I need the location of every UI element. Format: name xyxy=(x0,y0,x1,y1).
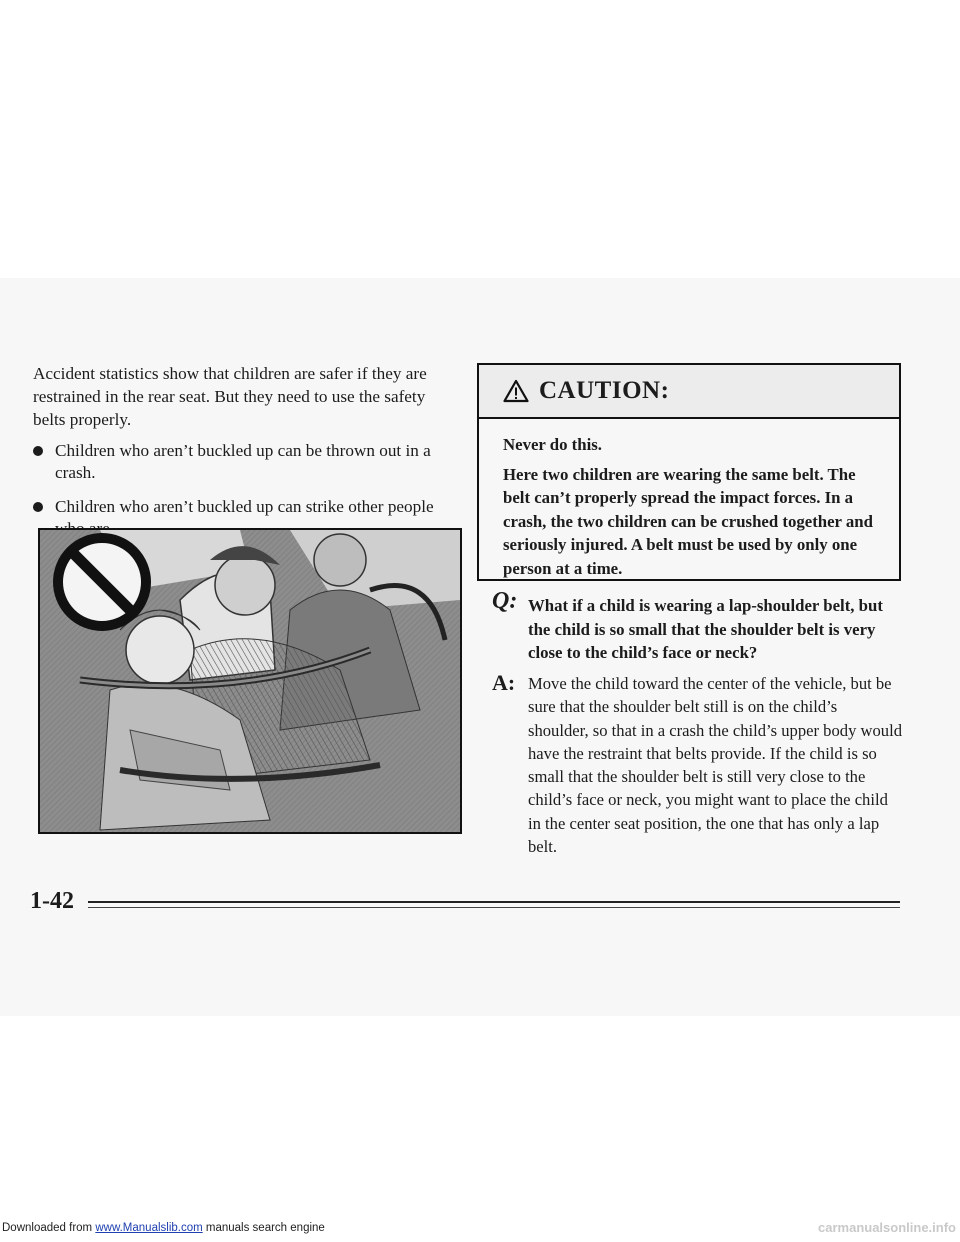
caution-box xyxy=(477,363,901,581)
manualslib-link[interactable]: www.Manualslib.com xyxy=(95,1222,203,1234)
answer-block xyxy=(492,672,902,858)
question-block xyxy=(492,588,902,665)
question-mark: Q: xyxy=(492,588,518,614)
footer-prefix: Downloaded from xyxy=(2,1222,96,1234)
caution-lead: Never do this. xyxy=(503,435,602,454)
watermark: carmanualsonline.info xyxy=(818,1220,956,1235)
bullet-item xyxy=(33,440,461,484)
footer-rule xyxy=(88,901,900,903)
intro-paragraph: Accident statistics show that children are safer if they are restrained in the rear seat. But they need to use the safety belts properly. xyxy=(33,364,427,429)
bullet-dot-icon xyxy=(33,502,43,512)
footer-rule-thin xyxy=(88,907,900,908)
download-footer xyxy=(0,1222,325,1234)
caution-text: Here two children are wearing the same belt. The belt can’t properly spread the impact forces. In a crash, the two children can be crushed together and seriously injured. A belt must be used by only one person at a time. xyxy=(503,464,873,578)
answer-mark: A: xyxy=(492,670,516,695)
footer-suffix: manuals search engine xyxy=(202,1222,325,1234)
question-text: What if a child is wearing a lap-shoulder belt, but the child is so small that the shoulder belt is very close to the child’s face or neck? xyxy=(528,596,883,662)
left-column xyxy=(33,362,461,552)
page-number: 1-42 xyxy=(30,888,74,914)
warning-triangle-icon xyxy=(503,379,529,403)
caution-header xyxy=(479,365,899,419)
bullet-text: Children who aren’t buckled up can be thrown out in a crash. xyxy=(55,441,431,482)
caution-title: CAUTION: xyxy=(539,377,670,404)
answer-text: Move the child toward the center of the vehicle, but be sure that the shoulder belt still is on the child’s shoulder, so that in a crash the child’s upper body would have the restraint that belts provide. If the child is so small that the shoulder belt is still very close to the child’s face or neck, you might want to place the child in the center seat position, the one that has only a lap belt. xyxy=(528,674,903,857)
caution-body xyxy=(479,419,899,580)
bullet-dot-icon xyxy=(33,446,43,456)
bullet-text: Children who aren’t buckled up can strike other people xyxy=(55,497,434,516)
two-children-one-belt-illustration xyxy=(38,528,462,834)
